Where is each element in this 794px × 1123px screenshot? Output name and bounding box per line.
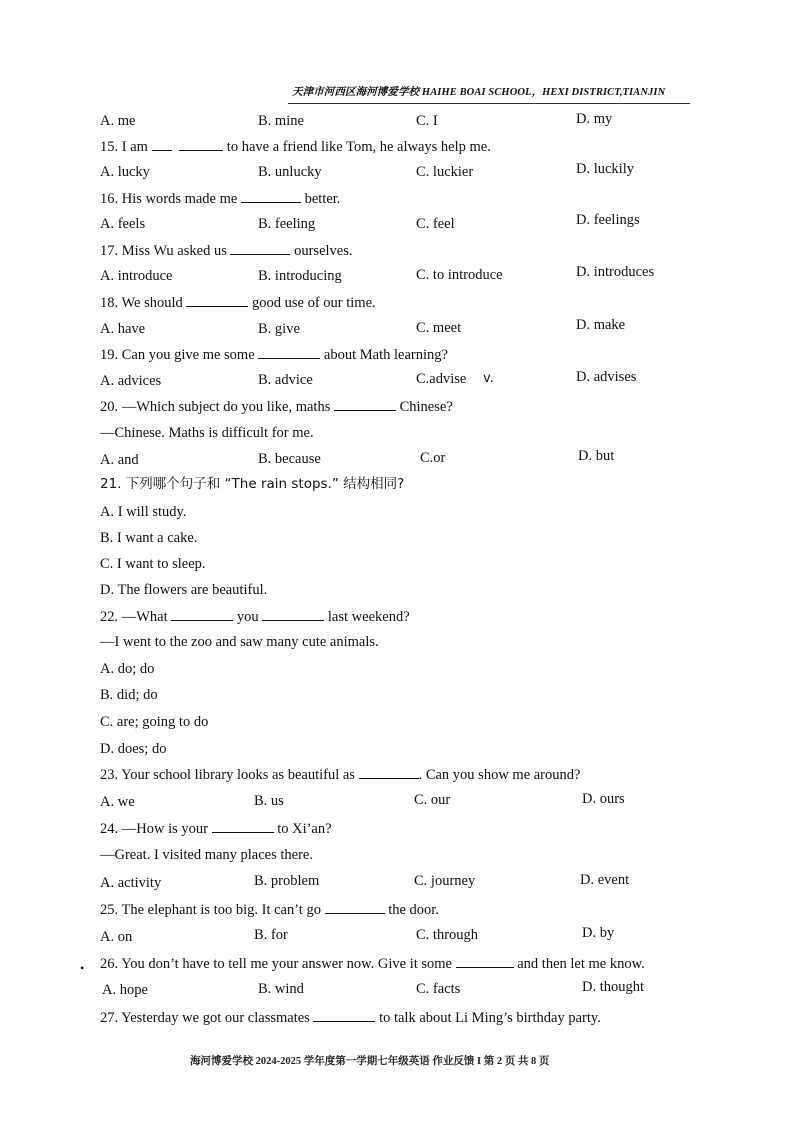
q22-blank-2 <box>262 609 324 621</box>
q24-stem-post: to Xi’an? <box>277 821 332 837</box>
q20-blank <box>334 399 396 411</box>
q15-stem-pre: 15. I am <box>100 139 148 155</box>
q26-stem-post: and then let me know. <box>517 956 645 972</box>
q25-stem <box>100 902 439 918</box>
q19-option-d: D. advises <box>576 369 637 385</box>
page-footer: 海河博爱学校 2024-2025 学年度第一学期七年级英语 作业反馈 I 第 2 页 共 8 页 <box>190 1056 550 1067</box>
q19-blank <box>258 347 320 359</box>
q25-stem-pre: 25. The elephant is too big. It can’t go <box>100 902 321 918</box>
q21-option-a: A. I will study. <box>100 504 187 520</box>
q17-option-a: A. introduce <box>100 268 173 284</box>
q27-stem-post: to talk about Li Ming’s birthday party. <box>379 1010 601 1026</box>
q27-blank <box>313 1010 375 1022</box>
q19-option-b: B. advice <box>258 372 313 388</box>
q24-option-a: A. activity <box>100 875 162 891</box>
q19-option-c: C.advise <box>416 371 467 387</box>
q21-option-b: B. I want a cake. <box>100 530 198 546</box>
q19-stem-post: about Math learning? <box>323 347 448 363</box>
q23-option-a: A. we <box>100 794 135 810</box>
q20-stem-post: Chinese? <box>399 399 453 415</box>
q18-option-d: D. make <box>576 317 626 333</box>
q17-option-c: C. to introduce <box>416 267 503 283</box>
q16-blank <box>241 191 301 203</box>
q26-option-a: A. hope <box>102 982 148 998</box>
q14-option-c: C. I <box>416 113 438 129</box>
q22-stem-mid: you <box>236 609 259 625</box>
q16-option-d: D. feelings <box>576 212 640 228</box>
q15-stem-post: to have a friend like Tom, he always help me. <box>226 139 491 155</box>
q25-option-b: B. for <box>254 927 288 943</box>
q17-stem <box>100 243 352 259</box>
q22-reply: —I went to the zoo and saw many cute animals. <box>100 634 379 650</box>
q20-option-a: A. and <box>100 452 139 468</box>
q23-stem <box>100 767 580 783</box>
q17-blank <box>230 243 290 255</box>
q19-handwritten-mark: v. <box>483 371 494 386</box>
q16-stem-post: better. <box>304 191 341 207</box>
q15-option-c: C. luckier <box>416 164 474 180</box>
q19-stem-pre: 19. Can you give me some <box>100 347 255 363</box>
q18-stem <box>100 295 376 311</box>
q24-option-b: B. problem <box>254 873 320 889</box>
q26-option-c: C. facts <box>416 981 461 997</box>
q16-stem <box>100 191 340 207</box>
q18-stem-pre: 18. We should <box>100 295 183 311</box>
q25-stem-post: the door. <box>388 902 439 918</box>
q22-option-d: D. does; do <box>100 741 167 757</box>
q22-stem-pre: 22. —What <box>100 609 168 625</box>
q20-stem <box>100 399 453 415</box>
q15-stem <box>100 139 491 155</box>
q14-option-a: A. me <box>100 113 136 129</box>
q18-option-a: A. have <box>100 321 146 337</box>
q23-option-d: D. ours <box>582 791 625 807</box>
q25-option-c: C. through <box>416 927 479 943</box>
q15-option-d: D. luckily <box>576 161 634 177</box>
q15-blank-1 <box>152 139 172 151</box>
q23-option-c: C. our <box>414 792 451 808</box>
q14-option-b: B. mine <box>258 113 304 129</box>
q24-option-c: C. journey <box>414 873 476 889</box>
q25-option-d: D. by <box>582 925 615 941</box>
q15-blank-2 <box>179 139 223 151</box>
q20-stem-pre: 20. —Which subject do you like, maths <box>100 399 331 415</box>
q21-stem: 21. 下列哪个句子和 “The rain stops.” 结构相同? <box>100 476 405 492</box>
q17-option-d: D. introduces <box>576 264 655 280</box>
q22-stem <box>100 609 410 625</box>
q27-stem-pre: 27. Yesterday we got our classmates <box>100 1010 310 1026</box>
q15-option-b: B. unlucky <box>258 164 322 180</box>
q25-blank <box>325 902 385 914</box>
q22-option-c: C. are; going to do <box>100 714 209 730</box>
q26-stem <box>100 956 645 972</box>
q26-option-d: D. thought <box>582 979 645 995</box>
q20-option-d: D. but <box>578 448 615 464</box>
q22-option-b: B. did; do <box>100 687 158 703</box>
q22-blank-1 <box>171 609 233 621</box>
q25-option-a: A. on <box>100 929 133 945</box>
q18-option-b: B. give <box>258 321 300 337</box>
q18-blank <box>186 295 248 307</box>
q20-reply: —Chinese. Maths is difficult for me. <box>100 425 314 441</box>
q14-option-d: D. my <box>576 111 613 127</box>
q23-option-b: B. us <box>254 793 284 809</box>
q20-option-c: C.or <box>420 450 446 466</box>
q17-option-b: B. introducing <box>258 268 342 284</box>
q19-option-a: A. advices <box>100 373 162 389</box>
q15-option-a: A. lucky <box>100 164 150 180</box>
margin-dot: • <box>80 961 85 975</box>
q26-option-b: B. wind <box>258 981 304 997</box>
q16-stem-pre: 16. His words made me <box>100 191 238 207</box>
q24-option-d: D. event <box>580 872 630 888</box>
q22-option-a: A. do; do <box>100 661 155 677</box>
q23-blank <box>359 767 419 779</box>
q17-stem-post: ourselves. <box>294 243 353 259</box>
q19-stem <box>100 347 448 363</box>
q23-stem-pre: 23. Your school library looks as beautiful as <box>100 767 355 783</box>
q16-option-c: C. feel <box>416 216 455 232</box>
q18-stem-post: good use of our time. <box>252 295 376 311</box>
q16-option-b: B. feeling <box>258 216 316 232</box>
q26-blank <box>456 956 514 968</box>
q24-stem-pre: 24. —How is your <box>100 821 208 837</box>
q17-stem-pre: 17. Miss Wu asked us <box>100 243 227 259</box>
q23-stem-post: . Can you show me around? <box>418 767 581 783</box>
q16-option-a: A. feels <box>100 216 146 232</box>
q21-option-d: D. The flowers are beautiful. <box>100 582 268 598</box>
q24-blank <box>212 821 274 833</box>
q24-stem <box>100 821 332 837</box>
school-header: 天津市河西区海河博爱学校 HAIHE BOAI SCHOOL，HEXI DISTRICT,TIANJIN <box>292 87 666 98</box>
q24-reply: —Great. I visited many places there. <box>100 847 313 863</box>
q26-stem-pre: 26. You don’t have to tell me your answer now. Give it some <box>100 956 452 972</box>
q18-option-c: C. meet <box>416 320 462 336</box>
q21-option-c: C. I want to sleep. <box>100 556 206 572</box>
q22-stem-post: last weekend? <box>327 609 410 625</box>
q27-stem <box>100 1010 601 1026</box>
header-rule <box>288 103 690 104</box>
q20-option-b: B. because <box>258 451 321 467</box>
